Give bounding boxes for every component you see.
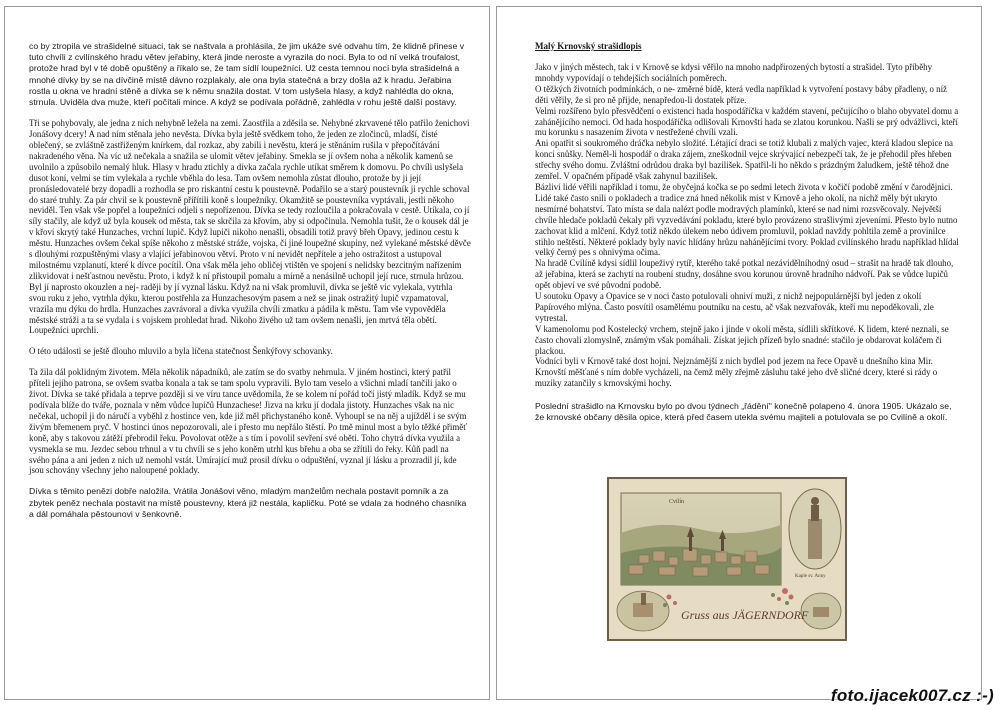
paragraph-1: co by ztropila ve strašidelné situaci, tak se naštvala a prohlásila, že jim ukáže své odvahu tím, že klidně přinese v tuto chvíli z cvilínského hradu větev jeřabiny, která jinde neroste a vyrazila do noci. Byla to od ní velká troufalost, protože hrad byl v té době opuštěný a říkalo se, že tam sídlí loupežníci. Už cesta temnou nocí byla strašidelná a mnohé dívky by se na dívčině místě dávno rozplakaly, ale ona byla statečná a brzy došla až k hradu. Jeřabina rostla u okna ve hradní stěně a dívka se k němu snažila dostat. V tom uslyšela hlasy, a když nahlédla do okna, strnula. Uviděla dva muže, kteří počítali mince. A když se podívala pořádně, zahlédla v rohu ještě další postavy. bbox=[29, 41, 465, 108]
right-paragraph-4: Ani opatřit si soukromého dráčka nebylo složité. Létající draci se totiž klubali z malých vajec, která kladou slepice na konci snůšky. Neměl-li hospodář o draka zájem, zneškodnil vejce skrývající nebezpečí tak, že je přehodil přes hřeben střechy svého domu. Zvláštní odrůdou draka byl bazilišek. Spatřil-li ho někdo s prázdným žaludkem, ještě téhož dne zemřel. V opačném případě však zahynul bazilišek. bbox=[535, 138, 953, 182]
right-paragraph-7: Na hradě Cvilíně kdysi sídlil loupeživý rytíř, kterého také potkal nezávidělníhodný osud – strašit na hradě tak dlouho, až jeřabina, která se zachytí na roubení studny, dosáhne svou korunou úrovně hradního nádvoří. Pak se vůdce lupičů opět objeví ve své původní podobě. bbox=[535, 258, 954, 291]
right-paragraph-final: Poslední strašidlo na Krnovsku bylo po dvou týdnech „řádění" konečně polapeno 4. února 1905. Ukázalo se, že krnovské občany děsila opice, která před časem utekla svému majiteli a potulovala se po Cvilíně a okolí. bbox=[535, 401, 952, 423]
postcard-image bbox=[607, 477, 847, 641]
right-paragraph-10: Vodníci byli v Krnově také dost hojní. Nejznámější z nich bydlel pod jezem na řece Opavě u dnešního kina Mir. Krnovští měšťané s ním dobře vycházeli, na čemž měly zřejmě zásluhu také jeho dvě sličné dcery, které si rády o muziky zatančily s krnovskými hochy. bbox=[535, 356, 938, 389]
postcard-label-top-left: Cvilín bbox=[669, 499, 685, 505]
left-column bbox=[29, 41, 471, 530]
right-paragraph-5: Bázliví lidé věřili například i tomu, že obyčejná kočka se po sedmi letech života v kočičí podobě změní v čarodějnici. bbox=[535, 181, 953, 192]
postcard-illustration bbox=[609, 479, 845, 639]
right-paragraph-6: Lidé také často snili o pokladech a tradice zná hned několik míst v Krnově a jeho okolí, na nichž měly být ukryto nesmírné bohatství. Tato místa se dala nalézt podle modravých plamínků, které se nad nimi rozsvěcovaly. Největší chvíle hledače pokladů čekaly při vyzvedávání pokladu, které bylo provázeno strašlivými zjeveními. Přesto bylo nutno zachovat klid a mlčení. Když totiž někdo úlekem nebo údivem promluvil, poklad navždy pohltila země a provinilce stihlo neštěstí. Některé poklady byly navíc hlídány hrůzu nahánějícími tvory. Poklad cvilínského hradu například hlídal velký černý pes s ohnivýma očima. bbox=[535, 192, 959, 258]
right-paragraph-1: Jako v jiných městech, tak i v Krnově se kdysi věřilo na mnoho nadpřirozených bytostí a strašidel. Tyto příběhy mnohdy vypovídají o tehdejších sociálních poměrech. bbox=[535, 62, 933, 83]
paragraph-5: Dívka s těmito penězi dobře naložila. Vrátila Jonášovi věno, mladým manželům nechala postavit pomník a za zbytek peněz nechala postavit na místě poustevny, která již nestála, kapličku. Poté se vdala za hodného chasníka a dál pomáhala pěstounovi v šenkovně. bbox=[29, 486, 467, 519]
right-paragraph-3: Velmi rozšířeno bylo přesvědčení o existenci hada hospodáříčka v každém stavení, pečujícího o blaho obyvatel domu a zahánějícího nemoci. Od hada hospodáříčka odlišovali Krnovští hada se zlatou korunkou. Našli se prý odvážlivci, kteří mu korunku s nasazením života v nestřežené chvíli vzali. bbox=[535, 105, 959, 138]
postcard-greeting: Gruss aus JÄGERNDORF bbox=[681, 608, 809, 622]
right-paragraph-9: V kamenolomu pod Kostelecký vrchem, stejně jako i jinde v okolí města, sídlili skřítkové. K lidem, které neznali, se často chovali zlomyslně, známým však pomáhali. Získat jejich přízeň bylo snadné: stačilo je obdarovat koláčem či plackou. bbox=[535, 323, 949, 356]
right-column bbox=[535, 41, 960, 434]
section-heading: Malý Krnovský strašidlopis bbox=[535, 41, 642, 51]
right-page bbox=[496, 6, 982, 700]
paragraph-2: Tři se pohybovaly, ale jedna z nich nehybně ležela na zemi. Zaostřila a zděsila se. Nehybné zkrvavené tělo patřilo ženichovi Jonášovy dcery! A nad ním stěnala jeho nevěsta. Dívka byla ještě svědkem toho, že jeden ze zločinců, mladší, čisté oblečený, se zvláštně zastřiženým knírkem, dal rozkaz, aby zabili i nevěstu, která je stěnáním rušila v přepočítávání nakradeného věna. Na víc už nečekala a snažila se ulomit větev jeřabiny. Smekla se jí ovšem noha a několik kamenů se uvolnilo a způsobilo nemalý hluk. Hlasy v hradu ztichly a dívka začala rychle utíkat směrem k domovu. Po chvíli uslyšela dusot koní, velmi se tím vylekala a rychle vběhla do lesa. Tam ovšem nemohla zůstat dlouho, protože by ji její pronásledovatelé brzy dopadli a rozhodla se pro riskantní cestu k poustevně. Podařilo se a starý poustevník ji rychle schoval do staré truhly. Za pár chvil se k poustevně přiřítili koně s loupežníky. Okamžitě se poustevníka vyptávali, jestli někoho neviděl. Ten však vše popřel a loupežníci odjeli s nepořízenou. Dívka se tedy rozloučila a pokračovala v cestě. Utíkala, co jí síly stačily, ale když už byla kousek od města, tak se skrčila za křovím, aby si odpočinula. Nemohla tušit, že o kousek dál je v křoví skrytý také Hunzaches, vrchní lupič. Když lupiči nikoho nenašli, obsadili totiž pravý břeh Opavy, jedinou cestu k městu. Hunzaches ovšem čekal spíše někoho z městské stráže, vojska, či jiné loupežné skupiny, než vylekané městské děvče s dlouhými rozpuštěnými vlasy a vlající jeřabinovou větví. Proto v ní nevidět nepřítele a jeho ostražitost a ustupoval milostnému vzplanutí, které k dívce pocítil. Ona však měla jeho obličej vtištěn ve spojení s nelidsky bezcitným nařízením zlikvidovat i nešťastnou nevěstu. Proto, i když k ní přistoupil pomalu a mírně a nenásilně uchopil její ruce, strnula hrůzou. Byl jí naprosto okouzlen a nej- raději by jí vyznal lásku. Když na ni však promluvil, dívka se ještě víc vylekala, vytrhla svou ruku z jeho, vytrhla dýku, kterou postřehla za Hunzachesovým pasem a než se jinak ostražitý lupič vzpamatoval, vrazila mu dýku do hrdla. Hunzaches zavrávoral a dívka využila chvíli zmatku a pádila k městu. Tam vše vypověděla městské stráži a ta se vydala i s vojskem prohledat hrad. Nikoho živého už tam ovšem nenašli, jen mrtvá těla obětí. Loupežníci uprchli. bbox=[29, 118, 471, 336]
postcard-label-top-right: Kaple sv. Anny bbox=[795, 574, 826, 579]
right-paragraph-8: U soutoku Opavy a Opavice se v noci často potulovali ohniví muži, z nichž nejpopulárnější byl jeden z okolí Papírového mlýna. Často posvítil osamělému poutníku na cestu, ač však nezvařovák, kteří mu nepoděkovali, zle vytrestal. bbox=[535, 291, 934, 323]
left-page bbox=[4, 6, 490, 700]
right-paragraph-2: O těžkých životních podmínkách, o ne- změrné bídě, která vedla například k vytvoření postavy báby přadleny, o níž děti věřily, že si pro ně přijde, nenapředou-li dostatek příze. bbox=[535, 83, 947, 105]
paragraph-4: Ta žila dál poklidným životem. Měla několik nápadníků, ale zatím se do svatby nehrnula. V jiném hostinci, který patřil příteli jejího patrona, se ovšem svatba konala a tak se tam spolu vypravili. Bylo tam veselo a všichni mladí tančili jako o život. Dívka se také přidala a teprve později si ve víru tance uvědomila, že se kolem ní pořád točí jistý mladík. Když se mu podívala blíže do tváře, poznala v něm vůdce lupičů Hunzachese! Jizva na krku jí dodala jistoty. Hunzaches však na nic nečekal, uchopil ji do náručí a vyběhl z hostince ven, kde již měl přichystaného koně. Vyhoupl se na něj a ujížděl i se svým živým břemenem pryč. V hostinci únos nepozorovali, ale i přesto mu nepřálo štěstí. Po tmě minul most a bylo těžké přiměť koně, aby s takovou zátěží přebrodil řeku. Povolovat otěže a s tím i povolil sevření své oběti. Toho chytrá dívka využila a vysmekla se mu. Jezdec sebou trhnul a v tu chvíli se s jeho koněm utrhl kus břehu a oba se zřítili do řeky. Kůň padl na svého pána a ani jeden z nich už nemohl vstát. Umírající muž prosil dívku o odpuštění, vyznal jí lásku a prozradil jí, kde jsou schovány všechny jeho naloupené poklady. bbox=[29, 367, 468, 476]
paragraph-3: O této události se ještě dlouho mluvilo a byla líčena statečnost Šenkýřovy schovanky. bbox=[29, 346, 333, 357]
watermark: foto.ijacek007.cz :-) bbox=[830, 686, 994, 705]
